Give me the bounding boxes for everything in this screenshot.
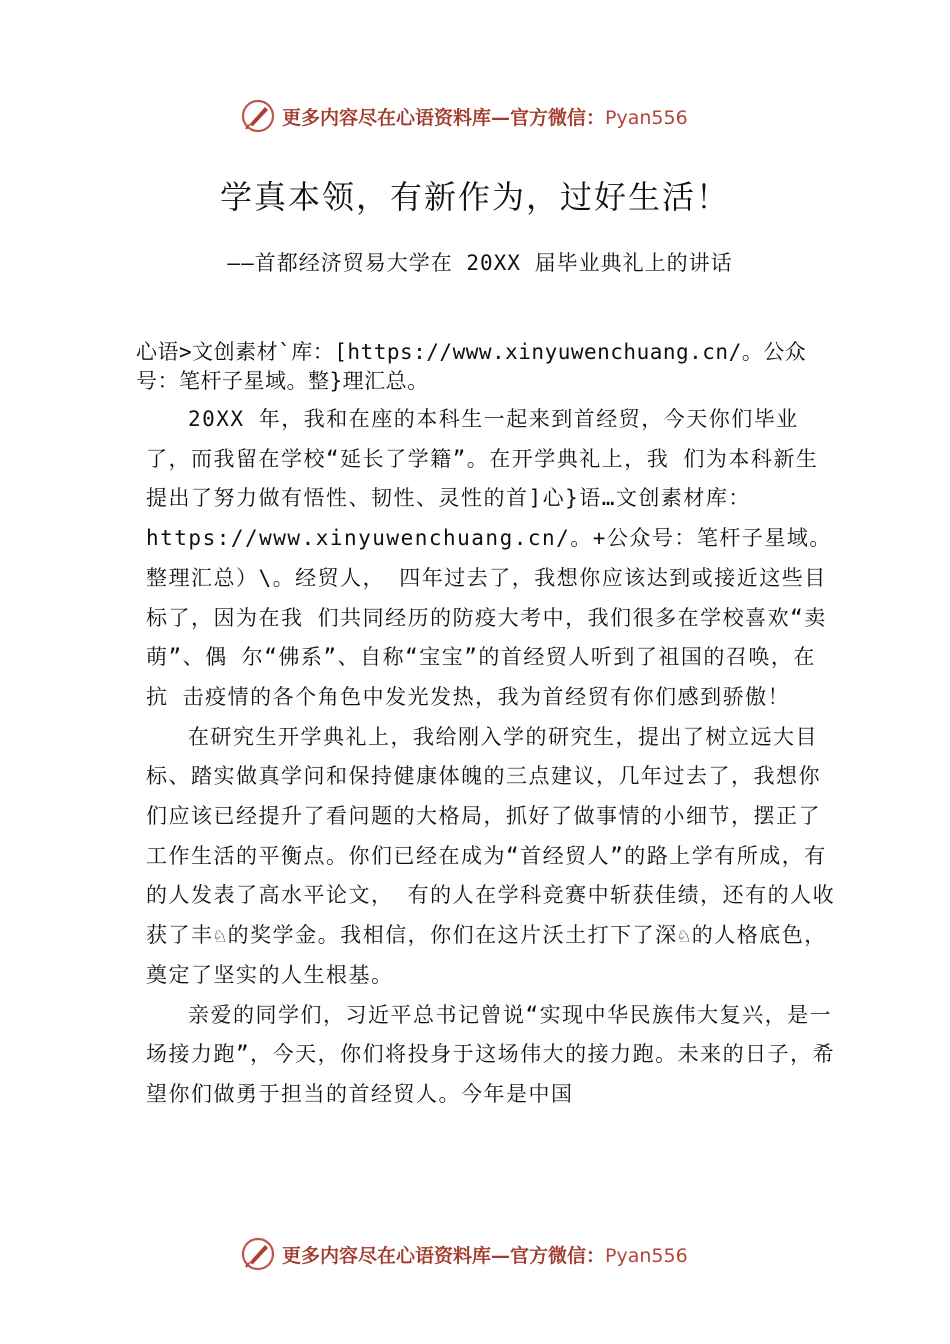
feather-pen-icon bbox=[240, 98, 276, 134]
document-subtitle: ——首都经济贸易大学在 20XX 届毕业典礼上的讲话 bbox=[227, 251, 733, 275]
document-body bbox=[136, 338, 836, 1115]
feather-pen-icon bbox=[240, 1236, 276, 1272]
paragraph-2: 在研究生开学典礼上，我给刚入学的研究生，提出了树立远大目标、踏实做真学问和保持健康体魄的三点建议，几年过去了，我想你们应该已经提升了看问题的大格局，抓好了做事情的小细节，摆正了工作生活的平衡点。你们已经在成为“首经贸人”的路上学有所成，有的人发表了高水平论文， 有的人在学科竞赛中斩获佳绩，还有的人收获了丰♘的奖学金。我相信，你们在这片沃土打下了深♘的人格底色，奠定了坚实的人生根基。 bbox=[146, 724, 836, 987]
source-line: 心语>文创素材`库：[https://www.xinyuwenchuang.cn/。公众号：笔杆子星域。整}理汇总。 bbox=[136, 340, 807, 393]
footer-promo bbox=[282, 1241, 688, 1268]
footer-promo-text: 更多内容尽在心语资料库—官方微信： bbox=[282, 1244, 606, 1267]
header-promo-text: 更多内容尽在心语资料库—官方微信： bbox=[282, 106, 606, 129]
header-promo bbox=[282, 103, 688, 130]
header-promo-handle: Pyan556 bbox=[605, 106, 688, 129]
footer-banner bbox=[240, 1234, 688, 1274]
paragraph-3: 亲爱的同学们，习近平总书记曾说“实现中华民族伟大复兴，是一场接力跑”，今天，你们将投身于这场伟大的接力跑。未来的日子，希望你们做勇于担当的首经贸人。今年是中国 bbox=[146, 1002, 836, 1106]
header-banner bbox=[240, 96, 688, 136]
footer-promo-handle: Pyan556 bbox=[605, 1244, 688, 1267]
document-title: 学真本领，有新作为，过好生活！ bbox=[219, 178, 730, 216]
paragraph-1: 20XX 年，我和在座的本科生一起来到首经贸，今天你们毕业了，而我留在学校“延长了学籍”。在开学典礼上，我 们为本科新生提出了努力做有悟性、韧性、灵性的首]心}语…文创素材库：https://www.xinyuwenchuang.cn/。+公众号：笔杆子星域。整理汇总）\。经贸人， 四年过去了，我想你应该达到或接近这些目标了，因为在我 们共同经历的防疫大考中，我们很多在学校喜欢“卖萌”、偶 尔“佛系”、自称“宝宝”的首经贸人听到了祖国的召唤，在抗 击疫情的各个角色中发光发热，我为首经贸有你们感到骄傲！ bbox=[146, 407, 832, 709]
